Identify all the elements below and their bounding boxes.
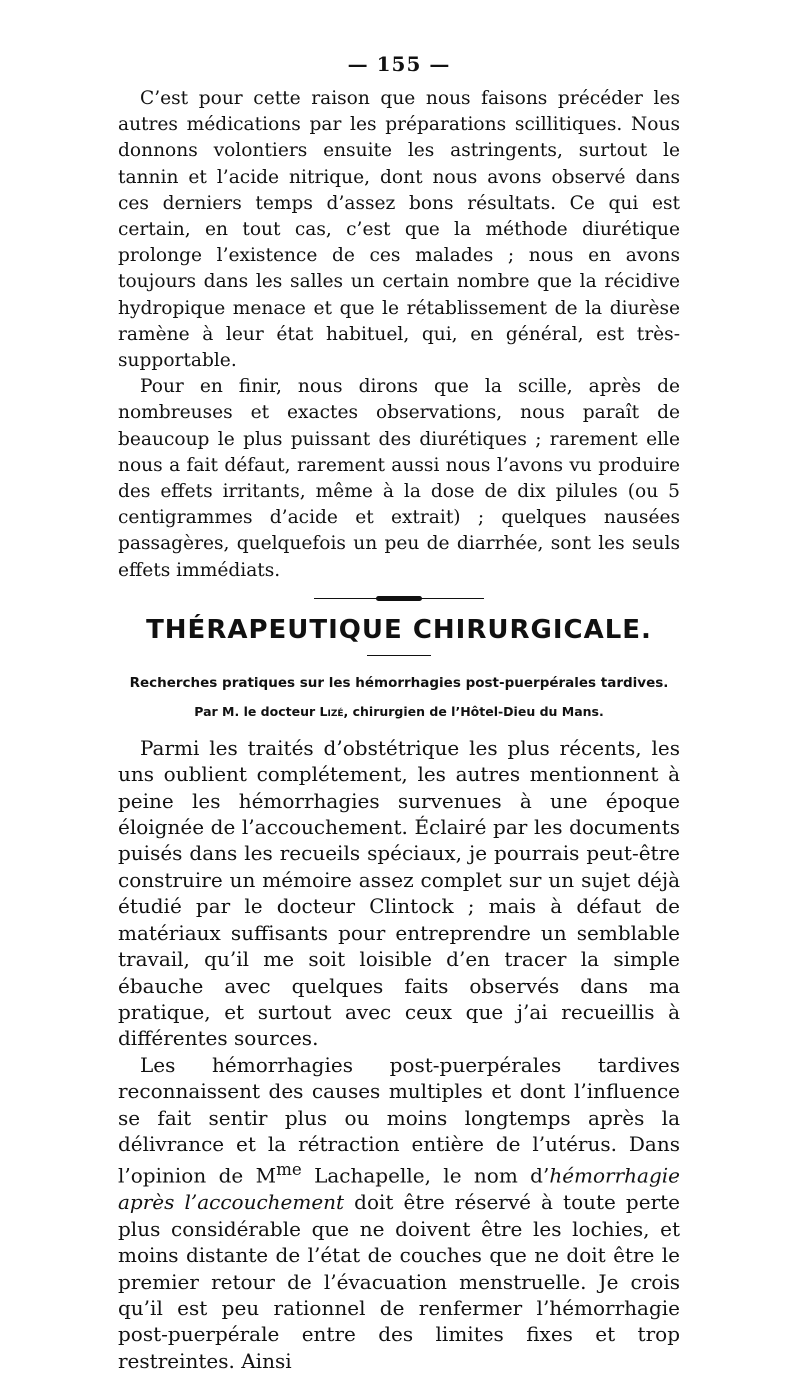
page-number: — 155 —	[347, 52, 451, 76]
byline-prefix: Par M. le docteur	[194, 703, 316, 719]
byline	[118, 704, 680, 719]
superscript-me: me	[276, 1160, 302, 1180]
paragraph-causes-text-c: doit être réservé à toute perte plus considérable que ne doivent être les lochies, et moins distante de l’état de couches que ne doit être le premier retour de l’évacuation menstruelle. Je crois qu’il est peu rationnel de renfermer l’hémorrhagie post-puerpérale entre des limites fixes et trop restreintes. Ainsi	[118, 1190, 680, 1373]
ornamental-divider	[118, 596, 680, 601]
byline-suffix: , chirurgien de l’Hôtel-Dieu du Mans.	[343, 703, 604, 719]
article-title: Recherches pratiques sur les hémorrhagies post-puerpérales tardives.	[129, 674, 669, 691]
ornament-rule	[314, 596, 484, 601]
book-page	[118, 52, 680, 1374]
section-heading: THÉRAPEUTIQUE CHIRURGICALE.	[146, 614, 652, 645]
italic-term: hémorrhagie après l’accouchement	[118, 1164, 681, 1215]
paragraph-causes-text-b: Lachapelle, le nom d’	[301, 1164, 550, 1189]
short-divider	[367, 655, 431, 656]
byline-author: Lizé	[319, 703, 344, 719]
paragraph-scille-conclusion: Pour en finir, nous dirons que la scille, après de nombreuses et exactes observations, nous paraît de beaucoup le plus puissant des diurétiques ; rarement elle nous a fait défaut, rarement aussi nous l’avons vu produire des effets irritants, même à la dose de dix pilules (ou 5 centigrammes d’acide et extrait) ; quelques nausées passagères, quelquefois un peu de diarrhée, sont les seuls effets immédiats.	[118, 376, 680, 581]
paragraph-scille-methods: C’est pour cette raison que nous faisons précéder les autres médications par les préparations scillitiques. Nous donnons volontiers ensuite les astringents, surtout le tannin et l’acide nitrique, dont nous avons observé dans ces derniers temps d’assez bons résultats. Ce qui est certain, en tout cas, c’est que la méthode diurétique prolonge l’existence de ces malades ; nous en avons toujours dans les salles un certain nombre que la récidive hydropique menace et que le rétablissement de la diurèse ramène à leur état habituel, qui, en général, est très-supportable.	[118, 88, 680, 372]
paragraph-intro-hemorrhagies: Parmi les traités d’obstétrique les plus récents, les uns oublient complétement, les autres mentionnent à peine les hémorrhagies survenues à une époque éloignée de l’accouchement. Éclairé par les documents puisés dans les recueils spéciaux, je pourrais peut-être construire un mémoire assez complet sur un sujet déjà étudié par le docteur Clintock ; mais à défaut de matériaux suffisants pour entreprendre un semblable travail, qu’il me soit loisible d’en tracer la simple ébauche avec quelques faits observés dans ma pratique, et surtout avec ceux que j’ai recueillis à différentes sources.	[118, 735, 680, 1051]
paragraph-causes-hemorrhagies	[118, 1052, 680, 1374]
paragraph-causes-text-a: Les hémorrhagies post-puerpérales tardives reconnaissent des causes multiples et dont l’influence se fait sentir plus ou moins longtemps après la délivrance et la rétraction entière de l’utérus. Dans l’opinion de M	[118, 1052, 680, 1189]
